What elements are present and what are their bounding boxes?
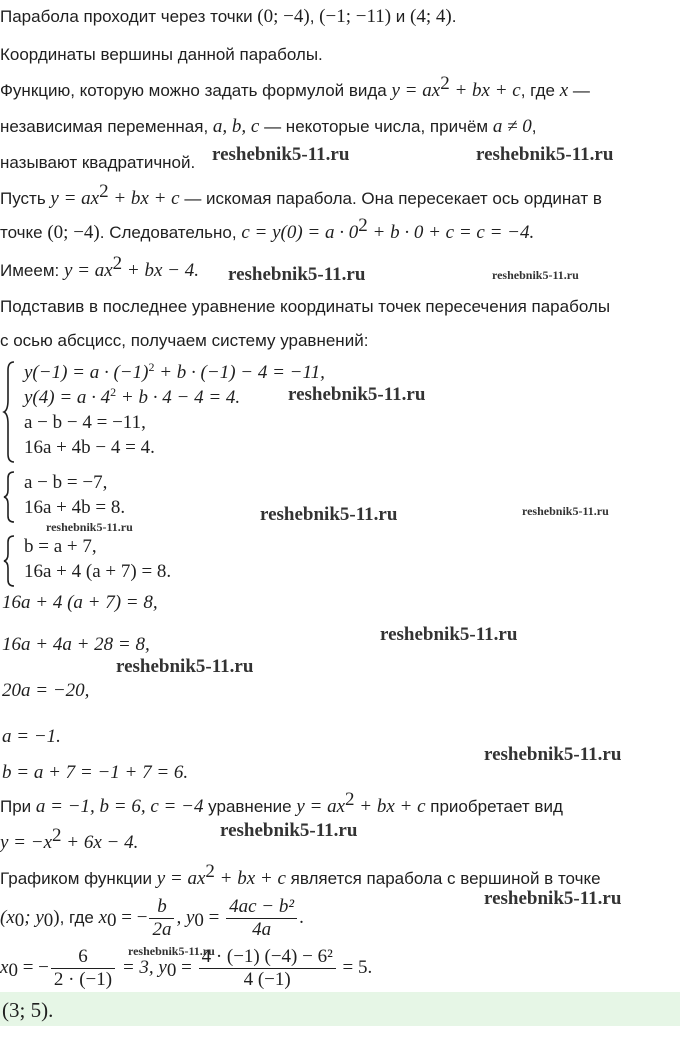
fraction: $\frac{b}{2a}$ — [149, 896, 174, 941]
system-row: 16a + 4 (a + 7) = 8. — [24, 561, 172, 582]
fraction: $\frac{\text{4 · (−1) (−4) − 6²}}{4 (-1)}$ — [199, 946, 336, 991]
equation-line: b = a + 7 = −1 + 7 = 6. — [2, 762, 189, 783]
watermark: reshebnik5-11.ru — [220, 820, 358, 841]
vertex-text: Графиком функции $y = ax^2$ + bx + c является парабола с вершиной в точке — [0, 861, 601, 889]
watermark: reshebnik5-11.ru — [492, 268, 579, 282]
watermark: reshebnik5-11.ru — [116, 656, 254, 677]
definition-line-2: независимая переменная, a, b, c — некоторые числа, причём a ≠ 0, — [0, 116, 537, 137]
watermark: reshebnik5-11.ru — [128, 944, 215, 958]
watermark: reshebnik5-11.ru — [484, 744, 622, 765]
watermark: reshebnik5-11.ru — [46, 520, 133, 534]
watermark: reshebnik5-11.ru — [228, 264, 366, 285]
question-text: Координаты вершины данной параболы. — [0, 45, 323, 64]
vertex-formula: ($x_0$; $y_0$), где $x_0$ = − $\frac{b}{2a}$ , $y_0$ = $\frac{\text{4ac − b²}}{4a}$ . — [0, 896, 304, 941]
equation-line: 16a + 4 (a + 7) = 8, — [2, 592, 158, 613]
equation-line: a = −1. — [2, 726, 61, 747]
fraction: $\frac{6}{2 \cdot (-1)}$ — [51, 946, 115, 991]
brace-icon — [2, 470, 18, 524]
system-row: $y(-1) = a \cdot (-1)^2 + b \cdot (-1) - 4 = -11$, — [24, 360, 325, 383]
equation-system-1 — [2, 360, 432, 464]
watermark: reshebnik5-11.ru — [260, 504, 398, 525]
equation-line: 20a = −20, — [2, 680, 90, 701]
result-equation: $y = -x^2 + 6x - 4$. — [0, 825, 139, 853]
watermark: reshebnik5-11.ru — [288, 384, 426, 405]
definition-line-3: называют квадратичной. — [0, 153, 196, 172]
solution-line-3: Имеем: $y = ax^2$ + bx − 4. — [0, 253, 199, 281]
system-row: 16a + 4b = 8. — [24, 497, 126, 518]
fraction: $\frac{\text{4ac − b²}}{4a}$ — [226, 896, 297, 941]
definition-line-1: Функцию, которую можно задать формулой вида $y = ax^2$ + bx + c, где x — — [0, 73, 590, 101]
brace-icon — [2, 534, 18, 588]
solution-line-4: Подставив в последнее уравнение координаты точек пересечения параболы — [0, 297, 611, 316]
system-row: a − b − 4 = −11, — [24, 412, 146, 433]
answer-box — [0, 992, 680, 1026]
solution-line-2: точке (0; −4). Следовательно, $c = y(0) = a \cdot 0^2 + b \cdot 0 + c = c = -4$. — [0, 215, 535, 243]
solution-line-5: с осью абсцисс, получаем систему уравнений: — [0, 331, 369, 350]
vertex-calculation: $x_0$ = − $\frac{6}{2 \cdot (-1)}$ = 3, $y_0$ = $\frac{\text{4 · (−1) (−4) − 6²}}{4 (-1)}$ = 5. — [0, 946, 373, 991]
system-row: b = a + 7, — [24, 536, 97, 557]
condition-text: Парабола проходит через точки (0; −4), (−1; −11) и (4; 4). — [0, 6, 457, 27]
system-row: 16a + 4b − 4 = 4. — [24, 437, 155, 458]
brace-icon — [2, 360, 18, 464]
system-row: a − b = −7, — [24, 472, 108, 493]
watermark: reshebnik5-11.ru — [476, 144, 614, 165]
substitution-line: При a = −1, b = 6, c = −4 уравнение $y = ax^2$ + bx + c приобретает вид — [0, 789, 563, 817]
watermark: reshebnik5-11.ru — [380, 624, 518, 645]
system-row: $y(4) = a \cdot 4^2 + b \cdot 4 - 4 = 4$. — [24, 385, 241, 408]
equation-line: 16a + 4a + 28 = 8, — [2, 634, 150, 655]
answer-text: (3; 5). — [2, 998, 54, 1022]
equation-system-3 — [2, 534, 242, 588]
watermark: reshebnik5-11.ru — [212, 144, 350, 165]
watermark: reshebnik5-11.ru — [484, 888, 622, 909]
equation-system-2 — [2, 470, 202, 524]
solution-line-1: Пусть $y = ax^2$ + bx + c — искомая парабола. Она пересекает ось ординат в — [0, 181, 602, 209]
watermark: reshebnik5-11.ru — [522, 504, 609, 518]
